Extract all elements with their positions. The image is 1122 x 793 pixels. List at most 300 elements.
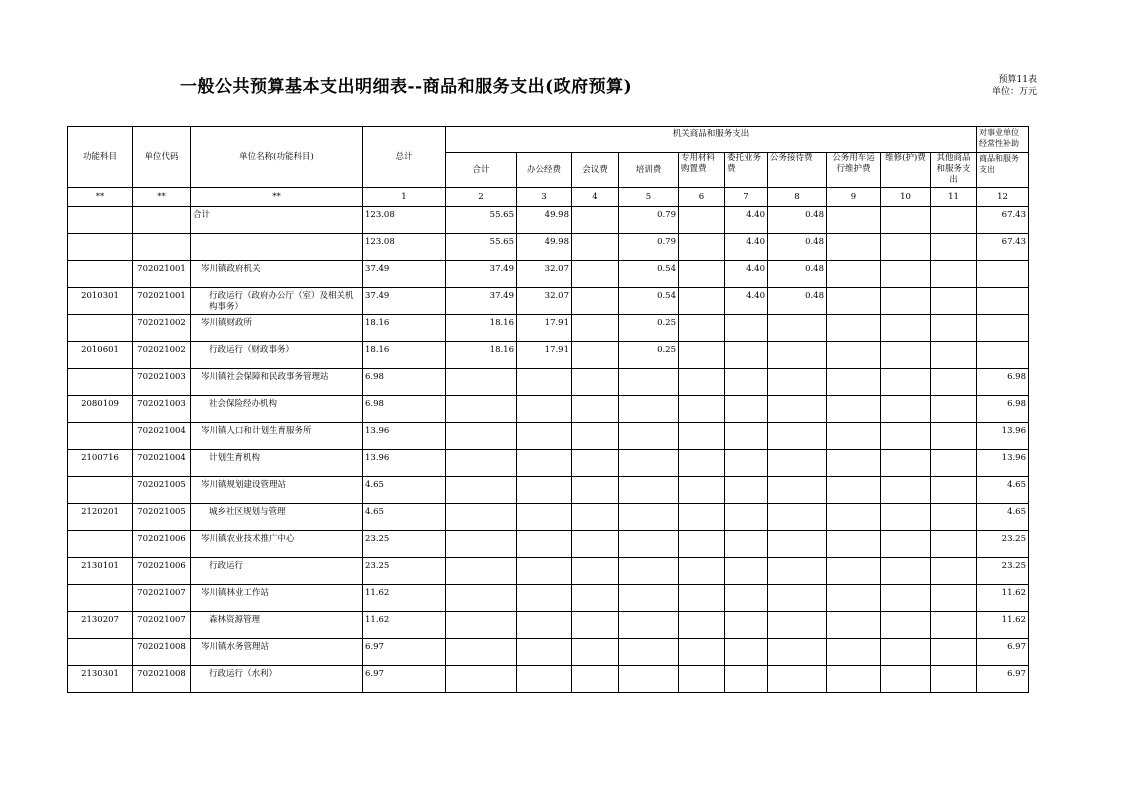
- unit-name-cell: 岑川镇农业技术推广中心: [191, 531, 363, 558]
- subsidy-cell: [977, 261, 1029, 288]
- value-cell: [827, 585, 881, 612]
- value-cell: [881, 396, 931, 423]
- value-cell: [768, 639, 827, 666]
- value-cell: [619, 477, 679, 504]
- value-cell: [679, 477, 725, 504]
- value-cell: 0.48: [768, 261, 827, 288]
- index-cell: 3: [517, 188, 572, 207]
- unit-name-cell: 岑川镇政府机关: [191, 261, 363, 288]
- value-cell: [572, 666, 619, 693]
- value-cell: [679, 504, 725, 531]
- value-cell: 18.16: [446, 342, 517, 369]
- value-cell: [679, 450, 725, 477]
- value-cell: [679, 234, 725, 261]
- value-cell: [827, 504, 881, 531]
- value-cell: [679, 423, 725, 450]
- value-cell: [679, 666, 725, 693]
- unit-code-cell: 702021008: [133, 639, 191, 666]
- value-cell: [572, 207, 619, 234]
- total-cell: 6.98: [363, 369, 446, 396]
- value-cell: [768, 666, 827, 693]
- table-row: [68, 558, 1029, 585]
- total-cell: 23.25: [363, 531, 446, 558]
- func-code-cell: 2120201: [68, 504, 133, 531]
- value-cell: 0.79: [619, 207, 679, 234]
- value-cell: [517, 396, 572, 423]
- value-cell: [881, 531, 931, 558]
- index-cell: 1: [363, 188, 446, 207]
- value-cell: 49.98: [517, 207, 572, 234]
- value-cell: [725, 612, 768, 639]
- value-cell: [931, 207, 977, 234]
- func-code-cell: [68, 639, 133, 666]
- subsidy-cell: 13.96: [977, 423, 1029, 450]
- value-cell: 55.65: [446, 234, 517, 261]
- value-cell: [572, 288, 619, 315]
- table-row: [68, 396, 1029, 423]
- total-cell: 37.49: [363, 288, 446, 315]
- value-cell: [881, 477, 931, 504]
- value-cell: [619, 504, 679, 531]
- value-cell: [881, 315, 931, 342]
- index-cell: 11: [931, 188, 977, 207]
- value-cell: [931, 234, 977, 261]
- unit-code-cell: 702021003: [133, 369, 191, 396]
- subsidy-cell: 6.97: [977, 666, 1029, 693]
- header-name: 单位名称(功能科目): [191, 127, 363, 188]
- value-cell: [931, 666, 977, 693]
- value-cell: [827, 234, 881, 261]
- subsidy-cell: [977, 342, 1029, 369]
- value-cell: [827, 369, 881, 396]
- value-cell: [517, 666, 572, 693]
- unit-name-cell: 计划生育机构: [191, 450, 363, 477]
- index-cell: **: [68, 188, 133, 207]
- value-cell: [725, 369, 768, 396]
- table-row: [68, 477, 1029, 504]
- header-col: 公务接待费: [768, 153, 827, 188]
- value-cell: [827, 558, 881, 585]
- value-cell: [619, 558, 679, 585]
- unit-code-cell: 702021004: [133, 450, 191, 477]
- value-cell: [725, 342, 768, 369]
- value-cell: 0.54: [619, 261, 679, 288]
- unit-name-cell: 岑川镇林业工作站: [191, 585, 363, 612]
- index-cell: 7: [725, 188, 768, 207]
- value-cell: [881, 261, 931, 288]
- value-cell: [827, 288, 881, 315]
- value-cell: [679, 396, 725, 423]
- value-cell: 32.07: [517, 288, 572, 315]
- budget-table: [67, 126, 1029, 693]
- value-cell: [572, 396, 619, 423]
- table-row: [68, 369, 1029, 396]
- value-cell: [572, 531, 619, 558]
- value-cell: [931, 342, 977, 369]
- value-cell: [827, 612, 881, 639]
- unit-code-cell: 702021008: [133, 666, 191, 693]
- unit-name-cell: 行政运行（政府办公厅（室）及相关机构事务）: [191, 288, 363, 315]
- table-row: [68, 423, 1029, 450]
- value-cell: 17.91: [517, 342, 572, 369]
- value-cell: [679, 342, 725, 369]
- total-cell: 11.62: [363, 585, 446, 612]
- value-cell: [881, 504, 931, 531]
- header-col: 会议费: [572, 153, 619, 188]
- table-row: [68, 585, 1029, 612]
- value-cell: [446, 612, 517, 639]
- value-cell: [517, 639, 572, 666]
- value-cell: [931, 531, 977, 558]
- value-cell: [827, 531, 881, 558]
- value-cell: [572, 504, 619, 531]
- header-col: 培训费: [619, 153, 679, 188]
- index-cell: 10: [881, 188, 931, 207]
- value-cell: 55.65: [446, 207, 517, 234]
- value-cell: [572, 234, 619, 261]
- value-cell: [619, 423, 679, 450]
- index-cell: **: [191, 188, 363, 207]
- subsidy-cell: 4.65: [977, 477, 1029, 504]
- table-row: [68, 207, 1029, 234]
- value-cell: [725, 396, 768, 423]
- value-cell: [446, 531, 517, 558]
- value-cell: [881, 369, 931, 396]
- value-cell: [619, 450, 679, 477]
- value-cell: [517, 477, 572, 504]
- func-code-cell: 2010601: [68, 342, 133, 369]
- unit-code-cell: 702021007: [133, 585, 191, 612]
- value-cell: [725, 504, 768, 531]
- func-code-cell: 2010301: [68, 288, 133, 315]
- value-cell: [572, 639, 619, 666]
- value-cell: 17.91: [517, 315, 572, 342]
- unit-code-cell: 702021006: [133, 531, 191, 558]
- value-cell: [446, 558, 517, 585]
- value-cell: [881, 288, 931, 315]
- value-cell: 0.48: [768, 288, 827, 315]
- value-cell: 4.40: [725, 207, 768, 234]
- value-cell: [881, 423, 931, 450]
- value-cell: [827, 342, 881, 369]
- value-cell: [619, 531, 679, 558]
- value-cell: [827, 450, 881, 477]
- value-cell: 18.16: [446, 315, 517, 342]
- value-cell: [768, 477, 827, 504]
- unit-name-cell: 岑川镇水务管理站: [191, 639, 363, 666]
- subsidy-cell: 6.98: [977, 396, 1029, 423]
- value-cell: [768, 342, 827, 369]
- value-cell: [679, 288, 725, 315]
- subsidy-cell: 6.97: [977, 639, 1029, 666]
- value-cell: [768, 423, 827, 450]
- value-cell: [679, 612, 725, 639]
- subsidy-cell: 4.65: [977, 504, 1029, 531]
- value-cell: [517, 423, 572, 450]
- value-cell: 0.48: [768, 207, 827, 234]
- value-cell: [446, 423, 517, 450]
- value-cell: 0.25: [619, 315, 679, 342]
- subsidy-cell: [977, 315, 1029, 342]
- subsidy-cell: 23.25: [977, 531, 1029, 558]
- value-cell: [517, 612, 572, 639]
- total-cell: 123.08: [363, 234, 446, 261]
- unit-code-cell: [133, 207, 191, 234]
- index-cell: 4: [572, 188, 619, 207]
- value-cell: [619, 639, 679, 666]
- value-cell: [619, 369, 679, 396]
- unit-code-cell: 702021006: [133, 558, 191, 585]
- unit-code-cell: 702021005: [133, 477, 191, 504]
- value-cell: [827, 396, 881, 423]
- table-row: [68, 531, 1029, 558]
- value-cell: [827, 207, 881, 234]
- value-cell: [446, 369, 517, 396]
- value-cell: [931, 450, 977, 477]
- func-code-cell: 2130101: [68, 558, 133, 585]
- value-cell: [931, 288, 977, 315]
- form-number: 预算11表: [998, 75, 1037, 85]
- header-col: 办公经费: [517, 153, 572, 188]
- value-cell: [931, 639, 977, 666]
- func-code-cell: [68, 423, 133, 450]
- unit-name-cell: 行政运行（财政事务）: [191, 342, 363, 369]
- value-cell: [768, 450, 827, 477]
- table-row: [68, 666, 1029, 693]
- total-cell: 6.98: [363, 396, 446, 423]
- total-cell: 123.08: [363, 207, 446, 234]
- header-group: 机关商品和服务支出: [446, 127, 977, 153]
- total-cell: 13.96: [363, 423, 446, 450]
- table-row: [68, 612, 1029, 639]
- table-row: [68, 288, 1029, 315]
- unit-name-cell: 社会保险经办机构: [191, 396, 363, 423]
- value-cell: [572, 477, 619, 504]
- unit-code-cell: 702021007: [133, 612, 191, 639]
- subsidy-cell: 67.43: [977, 207, 1029, 234]
- value-cell: [725, 666, 768, 693]
- value-cell: [931, 504, 977, 531]
- value-cell: 37.49: [446, 288, 517, 315]
- value-cell: [881, 207, 931, 234]
- header-sub-bottom: 商品和服务支出: [977, 153, 1029, 188]
- unit-name-cell: 城乡社区规划与管理: [191, 504, 363, 531]
- unit-code-cell: 702021003: [133, 396, 191, 423]
- value-cell: [931, 261, 977, 288]
- unit-code-cell: 702021005: [133, 504, 191, 531]
- header-func: 功能科目: [68, 127, 133, 188]
- total-cell: 4.65: [363, 504, 446, 531]
- index-cell: **: [133, 188, 191, 207]
- value-cell: 0.48: [768, 234, 827, 261]
- func-code-cell: [68, 234, 133, 261]
- value-cell: [881, 342, 931, 369]
- total-cell: 23.25: [363, 558, 446, 585]
- value-cell: [572, 261, 619, 288]
- func-code-cell: 2130207: [68, 612, 133, 639]
- value-cell: [827, 315, 881, 342]
- unit-name-cell: 岑川镇人口和计划生育服务所: [191, 423, 363, 450]
- value-cell: [679, 558, 725, 585]
- value-cell: [517, 450, 572, 477]
- value-cell: [572, 315, 619, 342]
- value-cell: [619, 612, 679, 639]
- value-cell: [725, 315, 768, 342]
- value-cell: [725, 585, 768, 612]
- total-cell: 6.97: [363, 639, 446, 666]
- func-code-cell: [68, 315, 133, 342]
- value-cell: [679, 585, 725, 612]
- func-code-cell: [68, 207, 133, 234]
- subsidy-cell: 11.62: [977, 585, 1029, 612]
- value-cell: [446, 504, 517, 531]
- header-col: 委托业务费: [725, 153, 768, 188]
- value-cell: [679, 261, 725, 288]
- value-cell: [931, 396, 977, 423]
- total-cell: 37.49: [363, 261, 446, 288]
- value-cell: [679, 207, 725, 234]
- value-cell: [827, 423, 881, 450]
- value-cell: 4.40: [725, 261, 768, 288]
- value-cell: [827, 639, 881, 666]
- value-cell: 0.54: [619, 288, 679, 315]
- func-code-cell: [68, 477, 133, 504]
- total-cell: 4.65: [363, 477, 446, 504]
- unit-label: 单位：万元: [991, 87, 1037, 97]
- unit-name-cell: 行政运行: [191, 558, 363, 585]
- value-cell: [931, 477, 977, 504]
- table-row: [68, 234, 1029, 261]
- index-cell: 8: [768, 188, 827, 207]
- value-cell: [768, 531, 827, 558]
- value-cell: [572, 450, 619, 477]
- value-cell: [931, 558, 977, 585]
- unit-name-cell: 岑川镇社会保障和民政事务管理站: [191, 369, 363, 396]
- table-row: [68, 504, 1029, 531]
- value-cell: [446, 477, 517, 504]
- value-cell: [768, 612, 827, 639]
- header-code: 单位代码: [133, 127, 191, 188]
- value-cell: [931, 315, 977, 342]
- value-cell: [881, 558, 931, 585]
- unit-code-cell: 702021001: [133, 288, 191, 315]
- value-cell: [725, 558, 768, 585]
- value-cell: 32.07: [517, 261, 572, 288]
- value-cell: [446, 585, 517, 612]
- value-cell: [881, 612, 931, 639]
- index-cell: 12: [977, 188, 1029, 207]
- value-cell: [768, 504, 827, 531]
- subsidy-cell: 11.62: [977, 612, 1029, 639]
- value-cell: [679, 531, 725, 558]
- value-cell: 4.40: [725, 288, 768, 315]
- unit-code-cell: 702021002: [133, 342, 191, 369]
- value-cell: [881, 450, 931, 477]
- value-cell: [725, 423, 768, 450]
- total-cell: 6.97: [363, 666, 446, 693]
- subsidy-cell: [977, 288, 1029, 315]
- value-cell: [768, 369, 827, 396]
- index-cell: 5: [619, 188, 679, 207]
- unit-name-cell: 岑川镇规划建设管理站: [191, 477, 363, 504]
- value-cell: [619, 585, 679, 612]
- subsidy-cell: 6.98: [977, 369, 1029, 396]
- value-cell: [725, 639, 768, 666]
- table-row: [68, 315, 1029, 342]
- page-title: 一般公共预算基本支出明细表--商品和服务支出(政府预算): [180, 77, 633, 97]
- unit-code-cell: 702021004: [133, 423, 191, 450]
- value-cell: [679, 369, 725, 396]
- index-cell: 9: [827, 188, 881, 207]
- func-code-cell: [68, 531, 133, 558]
- total-cell: 18.16: [363, 315, 446, 342]
- value-cell: [619, 396, 679, 423]
- value-cell: [725, 450, 768, 477]
- table-row: [68, 450, 1029, 477]
- header-col: 合计: [446, 153, 517, 188]
- func-code-cell: [68, 261, 133, 288]
- header-sub-top: 对事业单位经常性补助: [977, 127, 1029, 153]
- value-cell: [931, 423, 977, 450]
- value-cell: 0.25: [619, 342, 679, 369]
- value-cell: [572, 369, 619, 396]
- unit-name-cell: 行政运行（水利）: [191, 666, 363, 693]
- value-cell: [881, 585, 931, 612]
- unit-name-cell: 岑川镇财政所: [191, 315, 363, 342]
- subsidy-cell: 13.96: [977, 450, 1029, 477]
- value-cell: 0.79: [619, 234, 679, 261]
- header-total: 总计: [363, 127, 446, 188]
- value-cell: [446, 666, 517, 693]
- index-cell: 6: [679, 188, 725, 207]
- header-col: 公务用车运行维护费: [827, 153, 881, 188]
- value-cell: [572, 612, 619, 639]
- func-code-cell: [68, 585, 133, 612]
- value-cell: [931, 585, 977, 612]
- value-cell: [768, 396, 827, 423]
- value-cell: [768, 315, 827, 342]
- value-cell: [768, 558, 827, 585]
- value-cell: [768, 585, 827, 612]
- table-row: [68, 639, 1029, 666]
- value-cell: [446, 639, 517, 666]
- value-cell: [572, 423, 619, 450]
- value-cell: [446, 450, 517, 477]
- value-cell: [725, 477, 768, 504]
- value-cell: [881, 234, 931, 261]
- subsidy-cell: 23.25: [977, 558, 1029, 585]
- value-cell: 4.40: [725, 234, 768, 261]
- value-cell: [517, 504, 572, 531]
- unit-code-cell: 702021001: [133, 261, 191, 288]
- func-code-cell: [68, 369, 133, 396]
- unit-code-cell: [133, 234, 191, 261]
- subsidy-cell: 67.43: [977, 234, 1029, 261]
- value-cell: [446, 396, 517, 423]
- value-cell: [931, 612, 977, 639]
- value-cell: [572, 558, 619, 585]
- value-cell: [572, 585, 619, 612]
- value-cell: [931, 369, 977, 396]
- value-cell: [517, 585, 572, 612]
- value-cell: [881, 666, 931, 693]
- header-col: 专用材料购置费: [679, 153, 725, 188]
- value-cell: [517, 558, 572, 585]
- value-cell: [725, 531, 768, 558]
- value-cell: [517, 531, 572, 558]
- value-cell: [572, 342, 619, 369]
- unit-name-cell: 森林资源管理: [191, 612, 363, 639]
